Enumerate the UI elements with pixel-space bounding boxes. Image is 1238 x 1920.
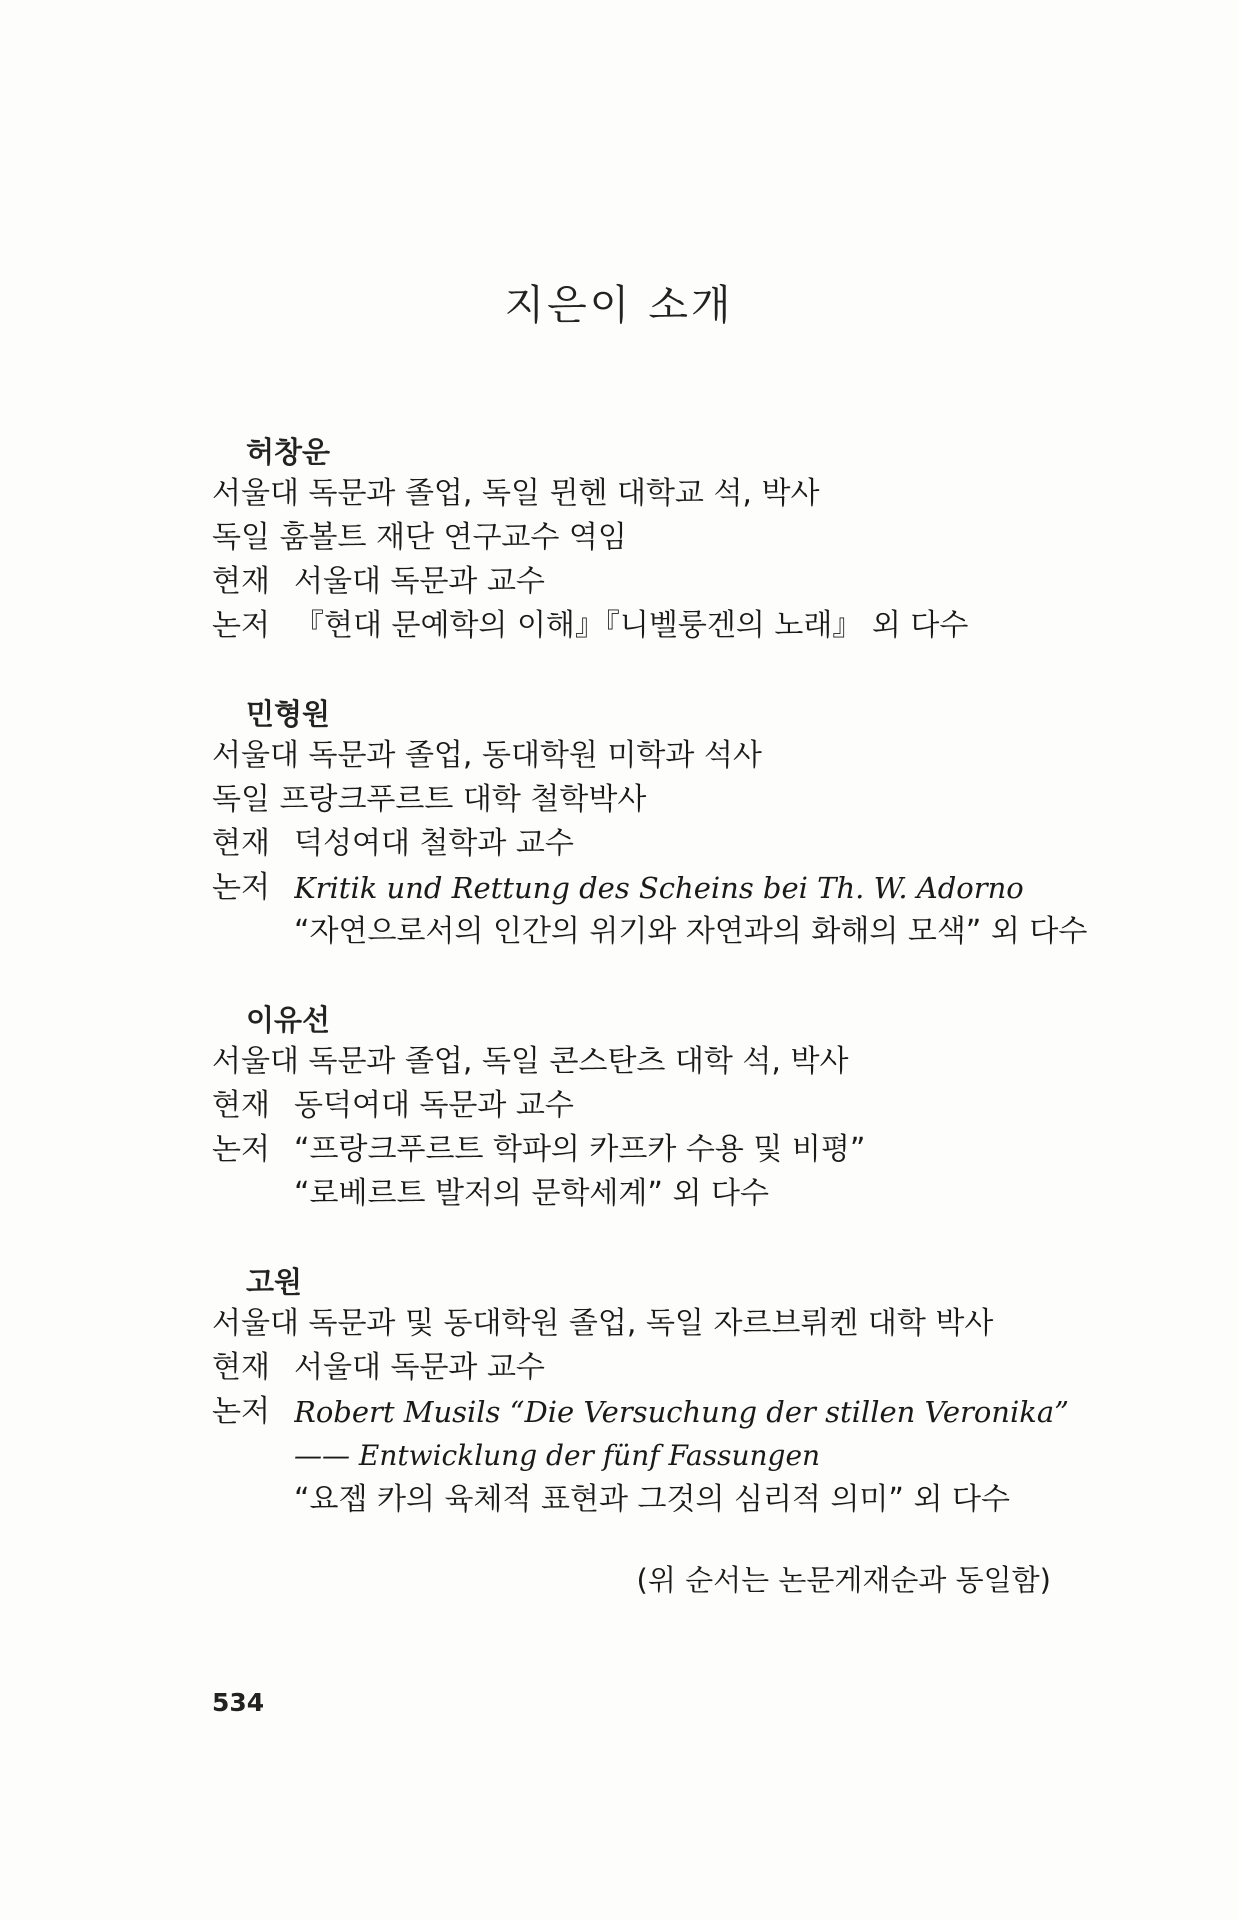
works-row bbox=[212, 1128, 1112, 1172]
author-name: 이유선 bbox=[246, 1003, 331, 1037]
works-label: 논저 bbox=[212, 870, 270, 905]
bio-line: 서울대 독문과 졸업, 동대학원 미학과 석사 bbox=[212, 738, 762, 773]
works-label: 논저 bbox=[212, 1132, 270, 1167]
current-label: 현재 bbox=[212, 826, 270, 861]
current-position: 서울대 독문과 교수 bbox=[294, 1350, 545, 1385]
page-number: 534 bbox=[212, 1688, 265, 1717]
page-title: 지은이 소개 bbox=[504, 281, 734, 329]
work-title: “로베르트 발저의 문학세계” 외 다수 bbox=[294, 1176, 769, 1211]
author-entry-ko bbox=[212, 1262, 1112, 1522]
current-label: 현재 bbox=[212, 1350, 270, 1385]
current-position: 동덕여대 독문과 교수 bbox=[294, 1088, 574, 1123]
works-label: 논저 bbox=[212, 1394, 270, 1429]
bio-line: 서울대 독문과 및 동대학원 졸업, 독일 자르브뤼켄 대학 박사 bbox=[212, 1306, 994, 1341]
bio-line: 서울대 독문과 졸업, 독일 콘스탄츠 대학 석, 박사 bbox=[212, 1044, 849, 1079]
author-entry-lee bbox=[212, 1000, 1112, 1216]
works-row bbox=[212, 604, 1112, 648]
bio-line: 독일 훔볼트 재단 연구교수 역임 bbox=[212, 520, 627, 555]
work-subtitle: —— Entwicklung der fünf Fassungen bbox=[294, 1439, 821, 1472]
current-position: 덕성여대 철학과 교수 bbox=[294, 826, 574, 861]
current-label: 현재 bbox=[212, 564, 270, 599]
work-title: “프랑크푸르트 학파의 카프카 수용 및 비평” bbox=[294, 1132, 866, 1167]
works-row bbox=[212, 866, 1112, 910]
bio-line: 독일 프랑크푸르트 대학 철학박사 bbox=[212, 782, 647, 817]
work-title: “요젭 카의 육체적 표현과 그것의 심리적 의미” 외 다수 bbox=[294, 1482, 1010, 1517]
work-title: “자연으로서의 인간의 위기와 자연과의 화해의 모색” 외 다수 bbox=[294, 914, 1088, 949]
current-position-row bbox=[212, 822, 1112, 866]
author-entry-min bbox=[212, 694, 1112, 954]
work-title: Kritik und Rettung des Scheins bei Th. W. Adorno bbox=[294, 871, 1024, 905]
current-position-row bbox=[212, 1346, 1112, 1390]
order-footnote: (위 순서는 논문게재순과 동일함) bbox=[636, 1563, 1051, 1597]
current-position: 서울대 독문과 교수 bbox=[294, 564, 545, 599]
author-name: 허창운 bbox=[246, 435, 331, 469]
current-position-row bbox=[212, 560, 1112, 604]
current-label: 현재 bbox=[212, 1088, 270, 1123]
work-title: Robert Musils “Die Versuchung der stillen Veronika” bbox=[294, 1395, 1069, 1429]
works-row bbox=[212, 1390, 1112, 1434]
author-entry-heo bbox=[212, 432, 1112, 648]
author-name: 고원 bbox=[246, 1265, 303, 1299]
bio-line: 서울대 독문과 졸업, 독일 뮌헨 대학교 석, 박사 bbox=[212, 476, 820, 511]
works-label: 논저 bbox=[212, 608, 270, 643]
work-title: 『현대 문예학의 이해』『니벨룽겐의 노래』 외 다수 bbox=[294, 608, 969, 643]
author-name: 민형원 bbox=[246, 697, 331, 731]
current-position-row bbox=[212, 1084, 1112, 1128]
